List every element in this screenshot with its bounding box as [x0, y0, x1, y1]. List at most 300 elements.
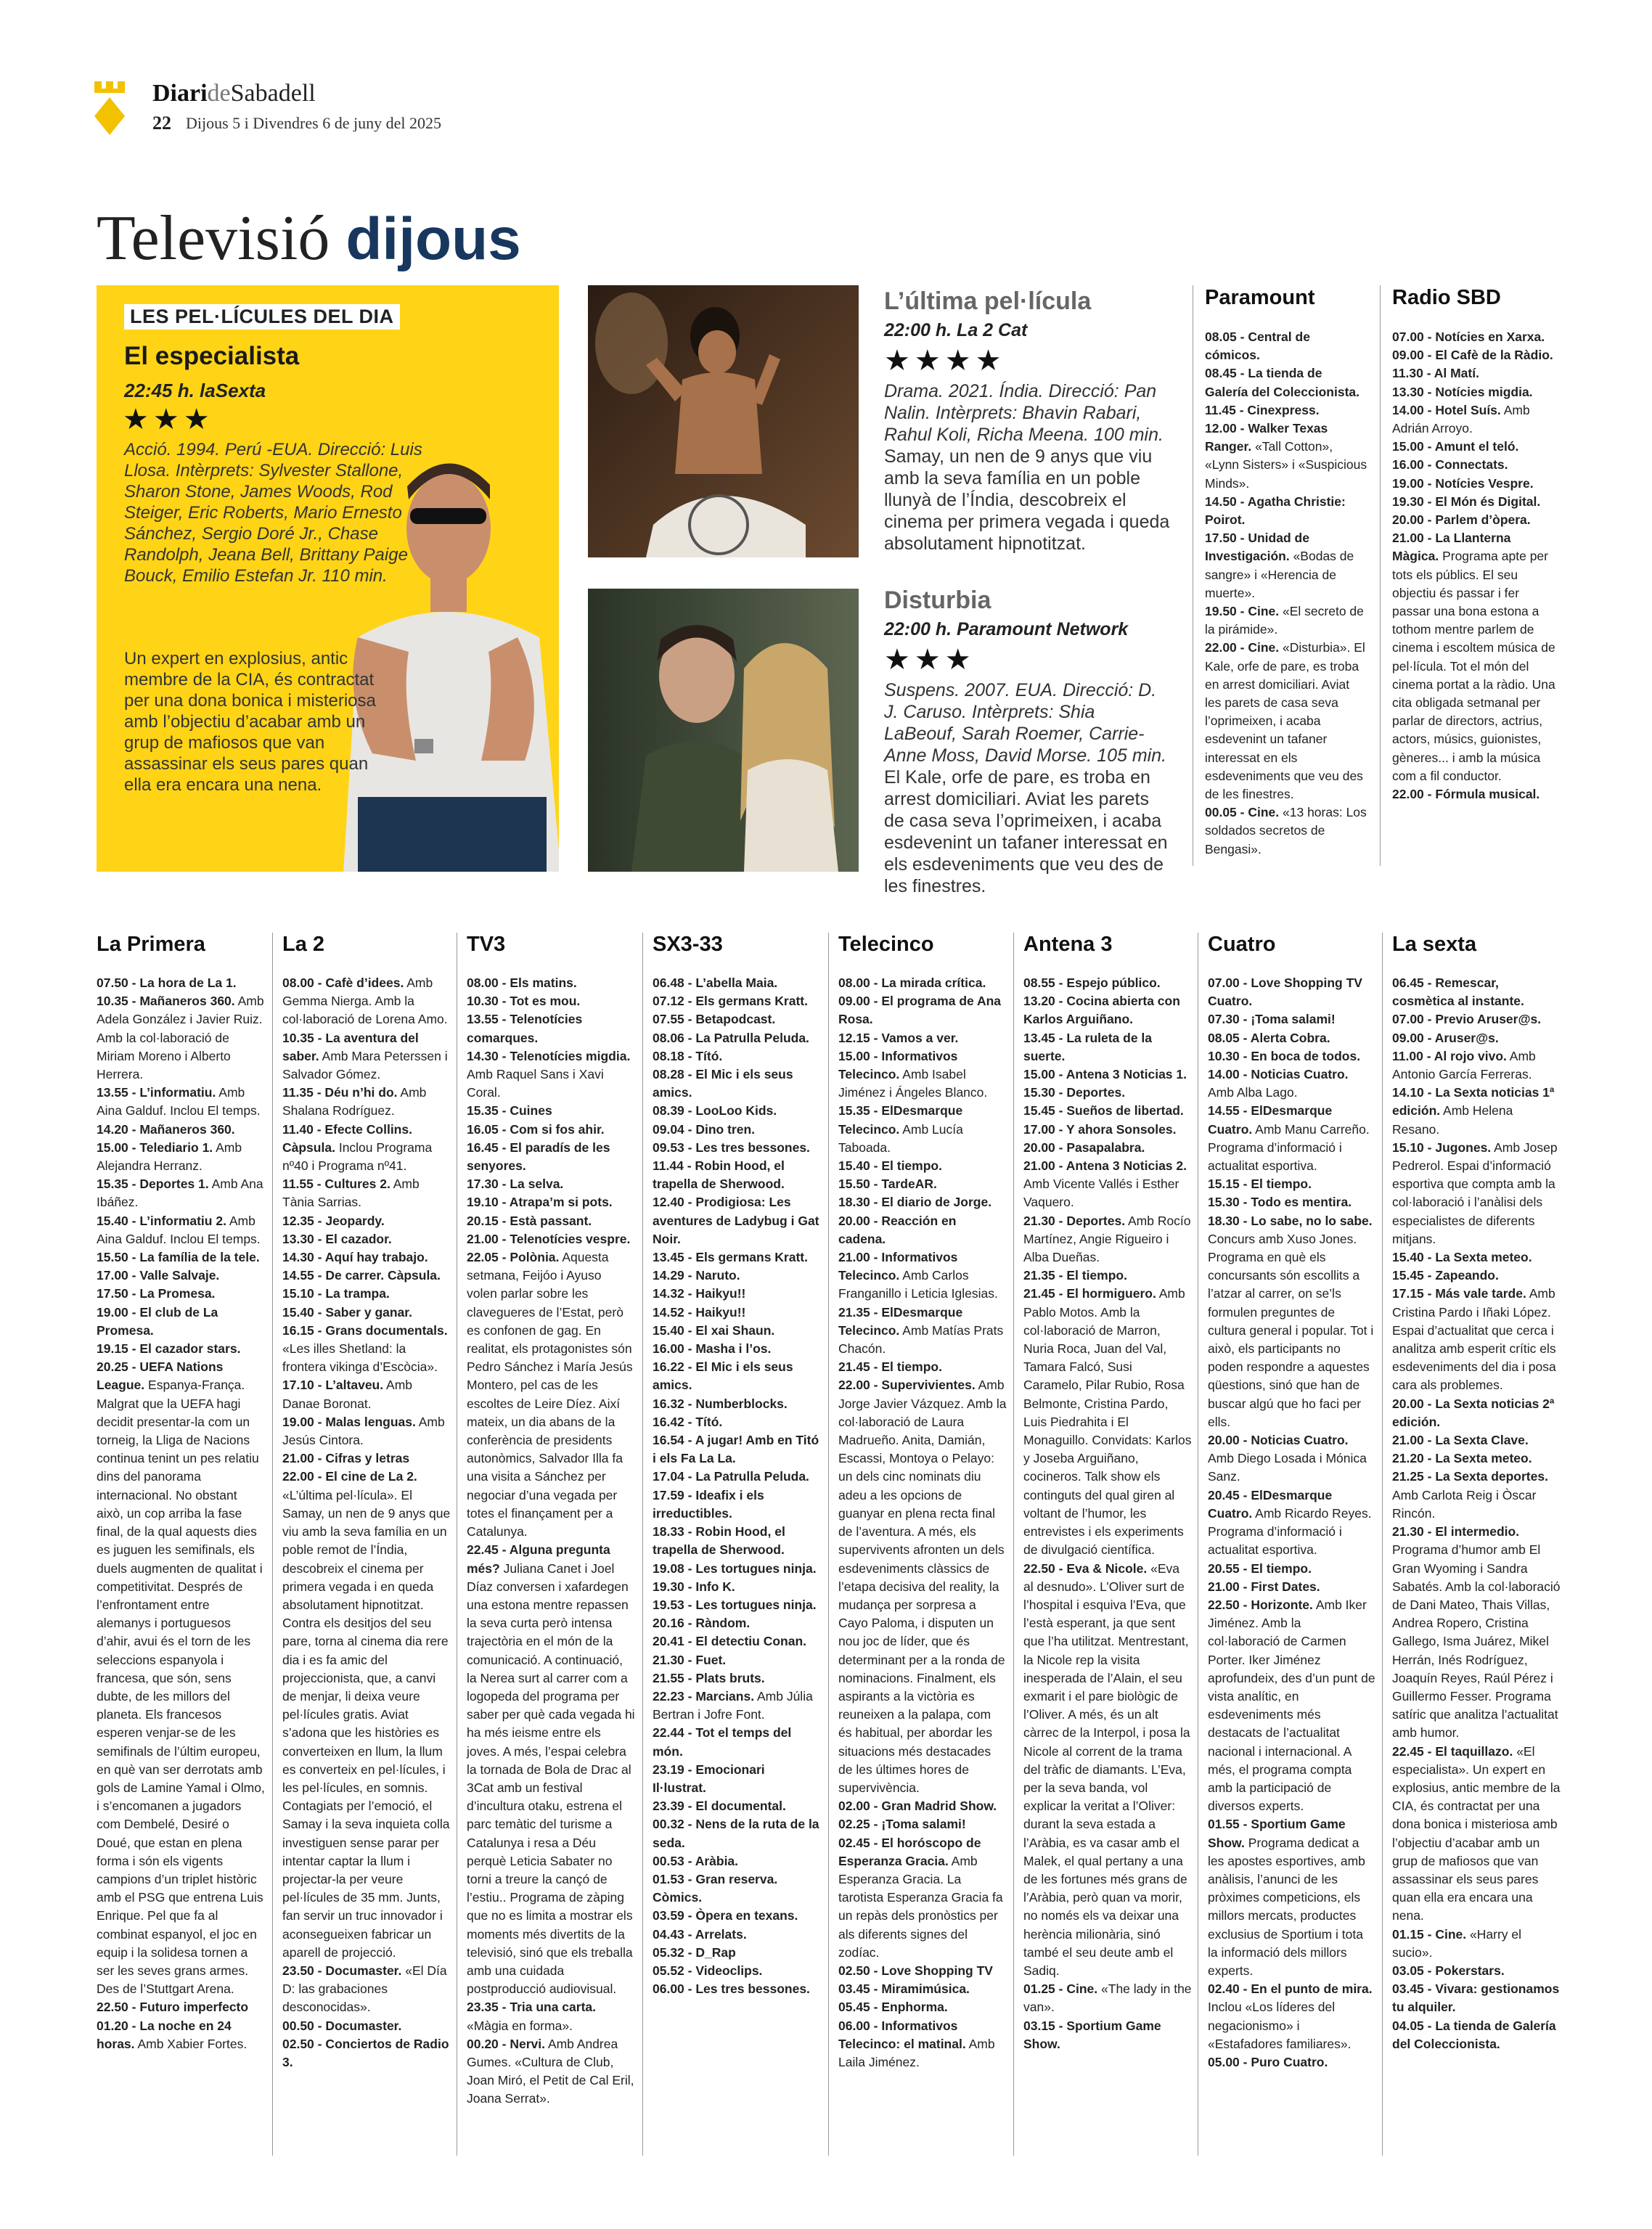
- schedule-entry: [282, 1376, 451, 1412]
- schedule-entry: [653, 1340, 821, 1358]
- programme-time-title: 11.55 - Cultures 2.: [282, 1177, 390, 1192]
- schedule-entry: [1392, 364, 1558, 383]
- programme-time-title: 10.35 - Mañaneros 360.: [97, 994, 235, 1009]
- programme-time-title: 15.40 - L’informatiu 2.: [97, 1213, 226, 1228]
- programme-time-title: 21.30 - Fuet.: [653, 1652, 727, 1667]
- programme-time-title: 14.29 - Naruto.: [653, 1268, 740, 1283]
- programme-time-title: 13.30 - Notícies migdia.: [1392, 384, 1533, 399]
- disturbia-title: Disturbia: [884, 586, 991, 614]
- programme-time-title: 11.45 - Cinexpress.: [1205, 402, 1320, 417]
- schedule-entry: [97, 1304, 265, 1340]
- programme-time-title: 20.00 - Noticias Cuatro.: [1208, 1433, 1349, 1448]
- schedule-entry: [838, 1834, 1007, 1962]
- schedule-entry: [97, 1267, 265, 1285]
- programme-time-title: 07.12 - Els germans Kratt.: [653, 994, 808, 1009]
- schedule-entry: [1205, 639, 1368, 803]
- programme-time-title: 16.54 - A jugar! Amb en Titó i els Fa La La.: [653, 1433, 819, 1466]
- schedule-entry: [653, 1980, 821, 1998]
- schedule-entry: [653, 1395, 821, 1413]
- column-divider: [1380, 285, 1381, 866]
- programme-time-title: 18.30 - El diario de Jorge.: [838, 1195, 992, 1210]
- programme-time-title: 15.35 - Cuines: [467, 1103, 552, 1118]
- schedule-entry: [1208, 1066, 1376, 1102]
- programme-time-title: 03.05 - Pokerstars.: [1392, 1963, 1505, 1978]
- programme-time-title: 21.00 - First Dates.: [1208, 1579, 1320, 1594]
- channel-name: TV3: [467, 933, 506, 956]
- schedule-entry: [1392, 1010, 1561, 1028]
- schedule-entry: [838, 1815, 1007, 1833]
- schedule-entry: [653, 1669, 821, 1688]
- channel-schedule: [467, 974, 635, 2109]
- schedule-entry: [282, 1175, 451, 1211]
- schedule-entry: [97, 1212, 265, 1248]
- programme-time-title: 02.50 - Conciertos de Radio 3.: [282, 2036, 449, 2069]
- programme-time-title: 17.50 - La Promesa.: [97, 1286, 216, 1301]
- schedule-entry: [653, 1139, 821, 1157]
- schedule-entry: [653, 1102, 821, 1120]
- programme-time-title: 13.45 - Els germans Kratt.: [653, 1250, 808, 1265]
- schedule-entry: [838, 1358, 1007, 1376]
- programme-time-title: 08.00 - Cafè d’idees.: [282, 976, 404, 990]
- schedule-entry: [467, 1998, 635, 2034]
- programme-time-title: 02.50 - Love Shopping TV: [838, 1963, 993, 1978]
- programme-time-title: 14.10 - La Sexta noticias 1ª edición.: [1392, 1085, 1555, 1118]
- schedule-entry: [653, 1066, 821, 1102]
- programme-time-title: 15.50 - La família de la tele.: [97, 1250, 260, 1265]
- programme-time-title: 15.35 - ElDesmarque Telecinco.: [838, 1103, 963, 1137]
- programme-time-title: 21.00 - La Sexta Clave.: [1392, 1433, 1529, 1448]
- programme-time-title: 17.50 - Unidad de Investigación.: [1205, 531, 1309, 564]
- schedule-entry: [1023, 1157, 1192, 1212]
- programme-time-title: 11.00 - Al rojo vivo.: [1392, 1048, 1507, 1063]
- programme-time-title: 05.32 - D_Rap: [653, 1944, 736, 1960]
- schedule-entry: [653, 1852, 821, 1870]
- last-film-rating-stars: ★★★★: [884, 345, 1006, 377]
- disturbia-still-photo: [588, 589, 859, 872]
- programme-time-title: 06.48 - L’abella Maia.: [653, 976, 778, 990]
- programme-time-title: 20.16 - Ràndom.: [653, 1616, 751, 1631]
- programme-description: Amb Alejandra Herranz.: [97, 1140, 242, 1174]
- programme-description: «The lady in the van».: [1023, 1981, 1192, 2015]
- programme-time-title: 21.00 - Antena 3 Noticias 2.: [1023, 1158, 1187, 1174]
- schedule-entry: [1205, 401, 1368, 420]
- schedule-entry: [1023, 1560, 1192, 1981]
- page-title-bold: dijous: [345, 206, 521, 272]
- programme-time-title: 20.00 - Reacción en cadena.: [838, 1213, 957, 1246]
- programme-time-title: 12.15 - Vamos a ver.: [838, 1030, 959, 1045]
- schedule-entry: [97, 1084, 265, 1120]
- brand-sabadell: Sabadell: [230, 80, 316, 107]
- schedule-entry: [838, 1047, 1007, 1103]
- programme-time-title: 14.52 - Haikyu!!: [653, 1304, 746, 1320]
- programme-time-title: 08.00 - La mirada crítica.: [838, 976, 986, 990]
- programme-time-title: 22.44 - Tot el temps del món.: [653, 1725, 792, 1759]
- programme-time-title: 19.00 - Notícies Vespre.: [1392, 475, 1534, 491]
- programme-time-title: 16.00 - Masha i l’os.: [653, 1341, 772, 1357]
- schedule-entry: [838, 1980, 1007, 1998]
- schedule-entry: [653, 1926, 821, 1944]
- programme-description: Amb Xabier Fortes.: [137, 2036, 248, 2051]
- programme-time-title: 04.05 - La tienda de Galería del Coleccionista.: [1392, 2018, 1556, 2051]
- programme-time-title: 21.00 - Telenotícies vespre.: [467, 1231, 631, 1246]
- programme-time-title: 23.19 - Emocionari Il·lustrat.: [653, 1762, 765, 1795]
- last-film-blurb: [884, 287, 1171, 555]
- programme-description: «13 horas: Los soldados secretos de Bengasi».: [1205, 805, 1367, 856]
- schedule-entry: [838, 1212, 1007, 1248]
- schedule-entry: [653, 1907, 821, 1925]
- programme-description: Inclou Programa nº40 i Programa nº41.: [282, 1140, 433, 1174]
- programme-description: «Tall Cotton», «Lynn Sisters» i «Suspicious Minds».: [1205, 439, 1367, 491]
- programme-description: Amb Jesús Cintora.: [282, 1414, 445, 1448]
- programme-time-title: 09.00 - El programa de Ana Rosa.: [838, 994, 1002, 1027]
- schedule-entry: [1023, 1980, 1192, 2016]
- programme-time-title: 01.55 - Sportium Game Show.: [1208, 1817, 1346, 1850]
- programme-time-title: 17.59 - Ideafix i els irreductibles.: [653, 1487, 764, 1521]
- programme-description: «El Día D: las grabaciones desconocidas».: [282, 1963, 447, 2015]
- programme-description: Amb Esperanza Gracia. La tarotista Esperanza Gracia fa un repàs dels pronòstics per als diferents signes del zodíac.: [838, 1853, 1003, 1960]
- programme-time-title: 14.50 - Agatha Christie: Poirot.: [1205, 494, 1346, 528]
- programme-time-title: 20.00 - Pasapalabra.: [1023, 1140, 1145, 1155]
- programme-description: Amb Cristina Pardo i Iñaki López. Espai d’actualitat que cerca i analitza amb esperit crític els esdeveniments del dia i posa cara als problemes.: [1392, 1286, 1556, 1393]
- programme-description: Amb Vicente Vallés i Esther Vaquero.: [1023, 1177, 1179, 1210]
- programme-time-title: 19.30 - Info K.: [653, 1579, 735, 1594]
- column-divider: [1382, 933, 1383, 2156]
- schedule-entry: [1023, 1066, 1192, 1084]
- featured-credits: Acció. 1994. Perú -EUA. Direcció: Luis Llosa. Intèrprets: Sylvester Stallone, Sharon Stone, James Woods, Rod Steiger, Eric Roberts, Mario Ernesto Sánchez, Sergio Doré Jr., Chase Randolph, Jeana Bell, Brittany Paige Bouck, Emilio Estefan Jr. 110 min.: [124, 440, 422, 586]
- programme-time-title: 00.32 - Nens de la ruta de la seda.: [653, 1817, 819, 1850]
- disturbia-blurb: [884, 586, 1171, 897]
- programme-time-title: 01.25 - Cine.: [1023, 1981, 1098, 1997]
- schedule-entry: [653, 1468, 821, 1486]
- programme-time-title: 05.45 - Enphorma.: [838, 2000, 948, 2015]
- schedule-entry: [1205, 364, 1368, 401]
- channel-schedule: [838, 974, 1007, 2071]
- programme-time-title: 11.44 - Robin Hood, el trapella de Sherwood.: [653, 1158, 785, 1192]
- programme-time-title: 13.20 - Cocina abierta con Karlos Arguiñano.: [1023, 994, 1180, 1027]
- programme-time-title: 02.00 - Gran Madrid Show.: [838, 1799, 997, 1814]
- programme-description: «Bodas de sangre» i «Herencia de muerte».: [1205, 549, 1354, 600]
- schedule-entry: [1392, 383, 1558, 401]
- schedule-entry: [653, 1193, 821, 1248]
- programme-time-title: 03.45 - Vivara: gestionamos tu alquiler.: [1392, 1981, 1560, 2015]
- programme-time-title: 15.40 - El tiempo.: [838, 1158, 942, 1174]
- schedule-entry: [1205, 803, 1368, 859]
- schedule-entry: [282, 1212, 451, 1230]
- programme-description: Amb Shalana Rodríguez.: [282, 1085, 427, 1118]
- brand-de: de: [207, 80, 231, 107]
- programme-description: Espanya-França. Malgrat que la UEFA hagi decidit presentar-la com un torneig, la Lliga de Nacions continua tenint un pes relatiu dins del panorama internacional. No obstant això, un cop arriba la fase final, de la qual aquests dies es juguen les semifinals, els duels augmenten de qualitat i competitivitat. Després de l’enfrontament entre alemanys i portuguesos d’ahir, avui és el torn de les seleccions espanyola i francesa, que són, sens dubte, de les millors del planeta. Els francesos esperen venjar-se de les semifinals de l’últim europeu, en què van ser derrotats amb gols de Lamine Yamal i Olmo, i s’encomanen a jugadors com Dembelé, Desiré o Doué, que estan en plena forma i són els vigents campions d’un triplet històric amb el PSG que entrena Luis Enrique. Pel que fa al combinat espanyol, el joc en equip i la solidesa tornen a ser les seves grans armes. Des de l’Stuttgart Arena.: [97, 1378, 265, 1997]
- schedule-entry: [1392, 785, 1558, 803]
- featured-title: El especialista: [124, 342, 300, 370]
- schedule-entry: [467, 1047, 635, 1103]
- programme-time-title: 21.30 - Deportes.: [1023, 1213, 1126, 1228]
- schedule-entry: [1208, 974, 1376, 1010]
- programme-time-title: 21.45 - El tiempo.: [838, 1359, 942, 1375]
- schedule-entry: [1392, 475, 1558, 493]
- schedule-entry: [282, 1413, 451, 1449]
- schedule-entry: [838, 1797, 1007, 1815]
- programme-description: Amb Ricardo Reyes. Programa d’informació i actualitat esportiva.: [1208, 1505, 1372, 1558]
- disturbia-time: 22:00 h. Paramount Network: [884, 619, 1129, 639]
- schedule-entry: [97, 1175, 265, 1211]
- schedule-entry: [1392, 511, 1558, 529]
- schedule-entry: [653, 1688, 821, 1724]
- programme-time-title: 07.00 - Previo Aruser@s.: [1392, 1012, 1542, 1027]
- programme-description: Amb Danae Boronat.: [282, 1378, 412, 1411]
- schedule-entry: [97, 1248, 265, 1267]
- programme-description: Programa apte per tots els públics. El seu objectiu és passar i fer passar una bona estona a tothom mentre parlem de cinema i escoltem música de pel·lícula. Tot el món del cinema portat a la ràdio. Una cita obligada setmanal per parlar de directors, actrius, actors, músics, guionistes, gèneres... i amb la música com a fil conductor.: [1392, 549, 1555, 783]
- programme-time-title: 00.05 - Cine.: [1205, 805, 1280, 820]
- programme-description: Amb Iker Jiménez. Amb la col·laboració de Carmen Porter. Iker Jiménez aprofundeix, des d’un punt de vista analític, en esdeveniments més destacats de l’actualitat nacional i internacional. A més, el programa compta amb la participació de diversos experts.: [1208, 1597, 1375, 1814]
- issue-date: Dijous 5 i Divendres 6 de juny del 2025: [186, 114, 441, 132]
- schedule-entry: [653, 1944, 821, 1962]
- channel-name: La Primera: [97, 933, 205, 956]
- schedule-entry: [282, 1084, 451, 1120]
- schedule-entry: [1023, 992, 1192, 1028]
- programme-description: Amb Jorge Javier Vázquez. Amb la col·laboració de Laura Madrueño. Anita, Damián, Escassi, Montoya o Pelayo: un dels cinc nominats diu adeu a les opcions de guanyar en plena recta final de l’aventura. A més, els supervivents afronten un dels esdeveniments clàssics de l’etapa decisiva del reality, la mudança per sorpresa a Cayo Paloma, i disputen un nou joc de líder, que és determinant per a la ronda de nominacions. Finalment, els aspirants a la victòria es reuneixen a la palapa, com és habitual, per abordar les situacions més destacades de les últimes hores de supervivència.: [838, 1378, 1007, 1795]
- programme-description: «Les illes Shetland: la frontera vikinga d’Escòcia».: [282, 1341, 438, 1375]
- programme-time-title: 15.40 - Saber y ganar.: [282, 1304, 412, 1320]
- programme-description: Amb Isabel Jiménez i Ángeles Blanco.: [838, 1067, 988, 1100]
- programme-time-title: 21.35 - ElDesmarque Telecinco.: [838, 1304, 963, 1338]
- schedule-entry: [838, 1304, 1007, 1359]
- programme-description: Amb Adrián Arroyo.: [1392, 402, 1530, 436]
- schedule-entry: [1205, 328, 1368, 364]
- programme-time-title: 06.00 - Les tres bessones.: [653, 1981, 810, 1997]
- programme-description: «El especialista». Un expert en explosius, antic membre de la CIA, és contractat per una dona bonica i misteriosa amb l’objectiu d’acabar amb un grup de mafiosos que van assassinar els seus pares quan ella era encara una nena.: [1392, 1743, 1561, 1923]
- channel-name: Paramount: [1205, 286, 1315, 309]
- programme-time-title: 13.45 - La ruleta de la suerte.: [1023, 1030, 1153, 1063]
- schedule-entry: [1208, 1486, 1376, 1560]
- schedule-entry: [1023, 974, 1192, 992]
- programme-time-title: 21.35 - El tiempo.: [1023, 1268, 1127, 1283]
- programme-time-title: 03.15 - Sportium Game Show.: [1023, 2018, 1161, 2051]
- disturbia-synopsis: El Kale, orfe de pare, es troba en arrest domiciliari. Aviat les parets de casa seva l’oprimeixen, i acaba esdevenint un tafaner interessat en els esdeveniments que veu des de les finestres.: [884, 767, 1168, 896]
- schedule-entry: [467, 974, 635, 992]
- schedule-entry: [1392, 1431, 1561, 1449]
- schedule-entry: [1392, 1523, 1561, 1742]
- schedule-entry: [97, 1139, 265, 1175]
- channel-schedule: [282, 974, 451, 2071]
- programme-time-title: 14.00 - Noticias Cuatro.: [1208, 1067, 1349, 1082]
- programme-time-title: 01.15 - Cine.: [1392, 1926, 1467, 1942]
- schedule-entry: [1023, 2017, 1192, 2053]
- schedule-entry: [467, 1010, 635, 1047]
- schedule-entry: [282, 1322, 451, 1377]
- schedule-entry: [653, 1047, 821, 1066]
- schedule-entry: [653, 1761, 821, 1797]
- schedule-entry: [467, 1121, 635, 1139]
- programme-description: Amb Manu Carreño. Programa d’informació i actualitat esportiva.: [1208, 1121, 1370, 1174]
- channel-name: Telecinco: [838, 933, 934, 956]
- programme-time-title: 23.35 - Tria una carta.: [467, 2000, 597, 2015]
- schedule-entry: [1023, 1267, 1192, 1285]
- programme-time-title: 16.32 - Numberblocks.: [653, 1396, 788, 1411]
- programme-description: «Harry el sucio».: [1392, 1926, 1522, 1960]
- page-number: 22: [152, 113, 171, 134]
- programme-time-title: 12.35 - Jeopardy.: [282, 1213, 385, 1228]
- programme-time-title: 22.05 - Polònia.: [467, 1250, 560, 1265]
- schedule-entry: [1392, 1926, 1561, 1962]
- schedule-entry: [1023, 1285, 1192, 1559]
- programme-description: Amb Carlota Reig i Òscar Rincón.: [1392, 1487, 1537, 1521]
- programme-time-title: 12.40 - Prodigiosa: Les aventures de Ladybug i Gat Noir.: [653, 1195, 819, 1246]
- channel-name: SX3-33: [653, 933, 723, 956]
- programme-time-title: 16.15 - Grans documentals.: [282, 1322, 448, 1338]
- programme-time-title: 18.33 - Robin Hood, el trapella de Sherwood.: [653, 1524, 785, 1558]
- schedule-entry: [1208, 1047, 1376, 1066]
- channel-schedule: [1392, 974, 1561, 2053]
- schedule-entry: [653, 1962, 821, 1980]
- programme-time-title: 16.42 - Tító.: [653, 1414, 723, 1429]
- programme-time-title: 20.55 - El tiempo.: [1208, 1561, 1312, 1576]
- schedule-entry: [1208, 1102, 1376, 1175]
- programme-time-title: 15.45 - Sueños de libertad.: [1023, 1103, 1184, 1118]
- programme-time-title: 14.30 - Aquí hay trabajo.: [282, 1250, 428, 1265]
- programme-time-title: 19.08 - Les tortugues ninja.: [653, 1561, 817, 1576]
- schedule-entry: [653, 1486, 821, 1523]
- programme-time-title: 07.50 - La hora de La 1.: [97, 976, 237, 990]
- schedule-entry: [653, 1029, 821, 1047]
- schedule-entry: [282, 1285, 451, 1303]
- last-film-synopsis: Samay, un nen de 9 anys que viu amb la seva família en un poble llunyà de l’Índia, descobreix el cinema per primera vegada i queda absolutament hipnotitzat.: [884, 446, 1170, 554]
- programme-description: «L’última pel·lícula». El Samay, un nen de 9 anys que viu amb la seva família en un poble remot de l’Índia, descobreix el cinema per primera vegada i en queda absolutament hipnotitzat. Contra els desitjos del seu pare, torna al cinema dia rere dia i es fa amic del projeccionista, que, a canvi de menjar, li deixa veure pel·lícules gratis. Aviat s’adona que les històries es converteixen en llum, la llum es converteix en pel·lícules, i les pel·lícules, en somnis. Contagiats per l’emoció, el Samay i la seva inquieta colla investiguen sense parar per intentar captar la llum i projectar-la per veure pel·lícules de 35 mm. Junts, fan servir un truc innovador i aconsegueixen fabricar un aparell de projecció.: [282, 1487, 451, 1960]
- schedule-entry: [1205, 529, 1368, 602]
- programme-time-title: 19.50 - Cine.: [1205, 604, 1280, 619]
- programme-time-title: 08.00 - Els matins.: [467, 976, 577, 990]
- programme-description: Aquesta setmana, Feijóo i Ayuso volen parlar sobre les clavegueres de l’Estat, però es confonen de gag. En realitat, els protagonistes són Pedro Sánchez i María Jesús Montero, pel cas de les escoltes de Leire Díez. Així mateix, un dia abans de la conferència de presidents autonòmics, Salvador Illa fa una visita a Sánchez per negociar d’una vegada per totes el finançament per a Catalunya.: [467, 1250, 633, 1539]
- schedule-entry: [653, 1578, 821, 1596]
- programme-time-title: 20.00 - La Sexta noticias 2ª edición.: [1392, 1396, 1555, 1429]
- programme-time-title: 01.53 - Gran reserva. Còmics.: [653, 1871, 778, 1905]
- programme-time-title: 17.00 - Valle Salvaje.: [97, 1268, 220, 1283]
- programme-time-title: 15.10 - La trampa.: [282, 1286, 390, 1301]
- programme-time-title: 19.15 - El cazador stars.: [97, 1341, 241, 1357]
- programme-time-title: 15.30 - Deportes.: [1023, 1085, 1126, 1100]
- schedule-entry: [653, 1267, 821, 1285]
- schedule-entry: [1392, 1047, 1561, 1084]
- programme-time-title: 20.25 - UEFA Nations League.: [97, 1359, 224, 1393]
- programme-time-title: 22.45 - Alguna pregunta més?: [467, 1542, 610, 1576]
- featured-film-box: [97, 285, 559, 872]
- programme-time-title: 17.30 - La selva.: [467, 1177, 564, 1192]
- schedule-entry: [1392, 456, 1558, 474]
- programme-time-title: 15.40 - El xai Shaun.: [653, 1322, 775, 1338]
- programme-time-title: 03.59 - Òpera en texans.: [653, 1908, 798, 1923]
- schedule-entry: [1205, 493, 1368, 529]
- schedule-entry: [1023, 1029, 1192, 1066]
- programme-time-title: 21.00 - Cifras y letras: [282, 1451, 410, 1466]
- programme-description: Amb Rocío Martínez, Angie Rigueiro i Alba Dueñas.: [1023, 1213, 1191, 1265]
- programme-time-title: 19.10 - Atrapa’m si pots.: [467, 1195, 613, 1210]
- schedule-entry: [467, 1175, 635, 1193]
- featured-time: 22:45 h. laSexta: [124, 380, 266, 401]
- schedule-entry: [282, 2017, 451, 2035]
- programme-time-title: 02.45 - El horóscopo de Esperanza Gracia.: [838, 1835, 981, 1868]
- programme-time-title: 08.18 - Tító.: [653, 1048, 723, 1063]
- programme-time-title: 14.00 - Hotel Suís.: [1392, 402, 1501, 417]
- programme-time-title: 04.43 - Arrelats.: [653, 1926, 747, 1942]
- programme-time-title: 09.00 - El Cafè de la Ràdio.: [1392, 348, 1553, 363]
- programme-description: Amb Matías Prats Chacón.: [838, 1322, 1004, 1357]
- schedule-entry: [282, 1267, 451, 1285]
- schedule-entry: [653, 974, 821, 992]
- last-film-credits: Drama. 2021. Índia. Direcció: Pan Nalin. Intèrprets: Bhavin Rabari, Rahul Koli, Richa Meena. 100 min.: [884, 381, 1164, 445]
- programme-description: Amb Antonio García Ferreras.: [1392, 1048, 1536, 1082]
- schedule-entry: [653, 1413, 821, 1431]
- programme-time-title: 14.55 - ElDesmarque Cuatro.: [1208, 1103, 1333, 1137]
- programme-description: Amb Gemma Nierga. Amb la col·laboració de Lorena Amo.: [282, 976, 448, 1027]
- channel-name: La 2: [282, 933, 325, 956]
- schedule-entry: [1023, 1121, 1192, 1139]
- schedule-entry: [1208, 1560, 1376, 1578]
- programme-description: «Disturbia». El Kale, orfe de pare, es troba en arrest domiciliari. Aviat les parets de casa seva l’oprimeixen, i acaba esdevenint un tafaner interessat en els esdeveniments que veu des de les finestres.: [1205, 640, 1365, 802]
- schedule-entry: [1208, 2053, 1376, 2071]
- schedule-entry: [838, 1029, 1007, 1047]
- programme-time-title: 07.55 - Betapodcast.: [653, 1012, 776, 1027]
- programme-time-title: 11.35 - Déu n’hi do.: [282, 1085, 398, 1100]
- channel-schedule: [1023, 974, 1192, 2053]
- schedule-entry: [467, 1193, 635, 1211]
- schedule-entry: [653, 1651, 821, 1669]
- schedule-entry: [838, 1998, 1007, 2016]
- schedule-entry: [653, 1010, 821, 1028]
- programme-time-title: 09.00 - Aruser@s.: [1392, 1030, 1499, 1045]
- programme-time-title: 08.05 - Central de cómicos.: [1205, 330, 1310, 363]
- programme-time-title: 21.00 - La Llanterna Màgica.: [1392, 531, 1511, 564]
- programme-description: Inclou «Los líderes del negacionismo» i «Estafadores familiares».: [1208, 2000, 1352, 2051]
- schedule-entry: [1392, 1084, 1561, 1139]
- schedule-entry: [653, 1724, 821, 1760]
- programme-time-title: 10.30 - Tot es mou.: [467, 994, 581, 1009]
- schedule-entry: [653, 1304, 821, 1322]
- programme-time-title: 08.39 - LooLoo Kids.: [653, 1103, 777, 1118]
- programme-time-title: 17.10 - L’altaveu.: [282, 1378, 384, 1393]
- schedule-entry: [282, 1962, 451, 2017]
- schedule-entry: [467, 1230, 635, 1248]
- schedule-entry: [282, 1449, 451, 1468]
- schedule-entry: [1392, 1449, 1561, 1468]
- schedule-entry: [653, 1285, 821, 1303]
- programme-description: Amb Andrea Gumes. «Cultura de Club, Joan Miró, el Petit de Cal Eril, Joana Serrat».: [467, 2036, 634, 2106]
- schedule-entry: [1023, 1212, 1192, 1267]
- programme-time-title: 14.55 - De carrer. Càpsula.: [282, 1268, 441, 1283]
- programme-time-title: 16.05 - Com si fos ahir.: [467, 1121, 605, 1137]
- programme-time-title: 05.52 - Videoclips.: [653, 1963, 763, 1978]
- programme-time-title: 15.15 - El tiempo.: [1208, 1177, 1312, 1192]
- column-divider: [1013, 933, 1014, 2156]
- schedule-entry: [653, 1614, 821, 1632]
- programme-description: Juliana Canet i Joel Díaz conversen i xafardegen una estona mentre repassen la seva curta però intensa trajectòria en el món de la comunicació. A continuació, la Nerea surt al carrer com a logopeda del programa per saber per què cada vegada hi ha més ieisme entre els joves. A més, l’espai celebra la tornada de Bola de Drac al 3Cat amb un festival d’incultura otaku, estrena el parc temàtic del turisme a Catalunya i resa a Déu perquè Leticia Sabater no torni a treure la cançó de l’estiu.. Programa de zàping que no es limita a mostrar els moments més divertits de la televisió, sinó que els treballa amb una cuidada postproducció audiovisual.: [467, 1561, 635, 1997]
- schedule-entry: [97, 992, 265, 1084]
- disturbia-credits: Suspens. 2007. EUA. Direcció: D. J. Caruso. Intèrprets: Shia LaBeouf, Sarah Roemer, Carrie-Anne Moss, David Morse. 105 min.: [884, 680, 1167, 766]
- schedule-entry: [282, 974, 451, 1029]
- schedule-entry: [1392, 1395, 1561, 1431]
- brand-diari: Diari: [152, 80, 208, 107]
- schedule-entry: [838, 1962, 1007, 1980]
- schedule-entry: [467, 1139, 635, 1175]
- programme-time-title: 21.00 - Informativos Telecinco.: [838, 1250, 958, 1283]
- programme-time-title: 13.30 - El cazador.: [282, 1231, 392, 1246]
- schedule-entry: [97, 1998, 265, 2016]
- programme-time-title: 15.40 - La Sexta meteo.: [1392, 1250, 1532, 1265]
- programme-time-title: 08.28 - El Mic i els seus amics.: [653, 1067, 793, 1100]
- programme-time-title: 15.00 - Amunt el teló.: [1392, 439, 1519, 454]
- schedule-entry: [1392, 529, 1558, 785]
- programme-description: Programa dedicat a les apostes esportives, amb anàlisis, l’anunci de les pròximes competicions, els millors mercats, productes exclusius de Sportium i tota la informació dels millors experts.: [1208, 1835, 1365, 1978]
- programme-time-title: 22.50 - Eva & Nicole.: [1023, 1561, 1148, 1576]
- schedule-entry: [838, 1376, 1007, 1797]
